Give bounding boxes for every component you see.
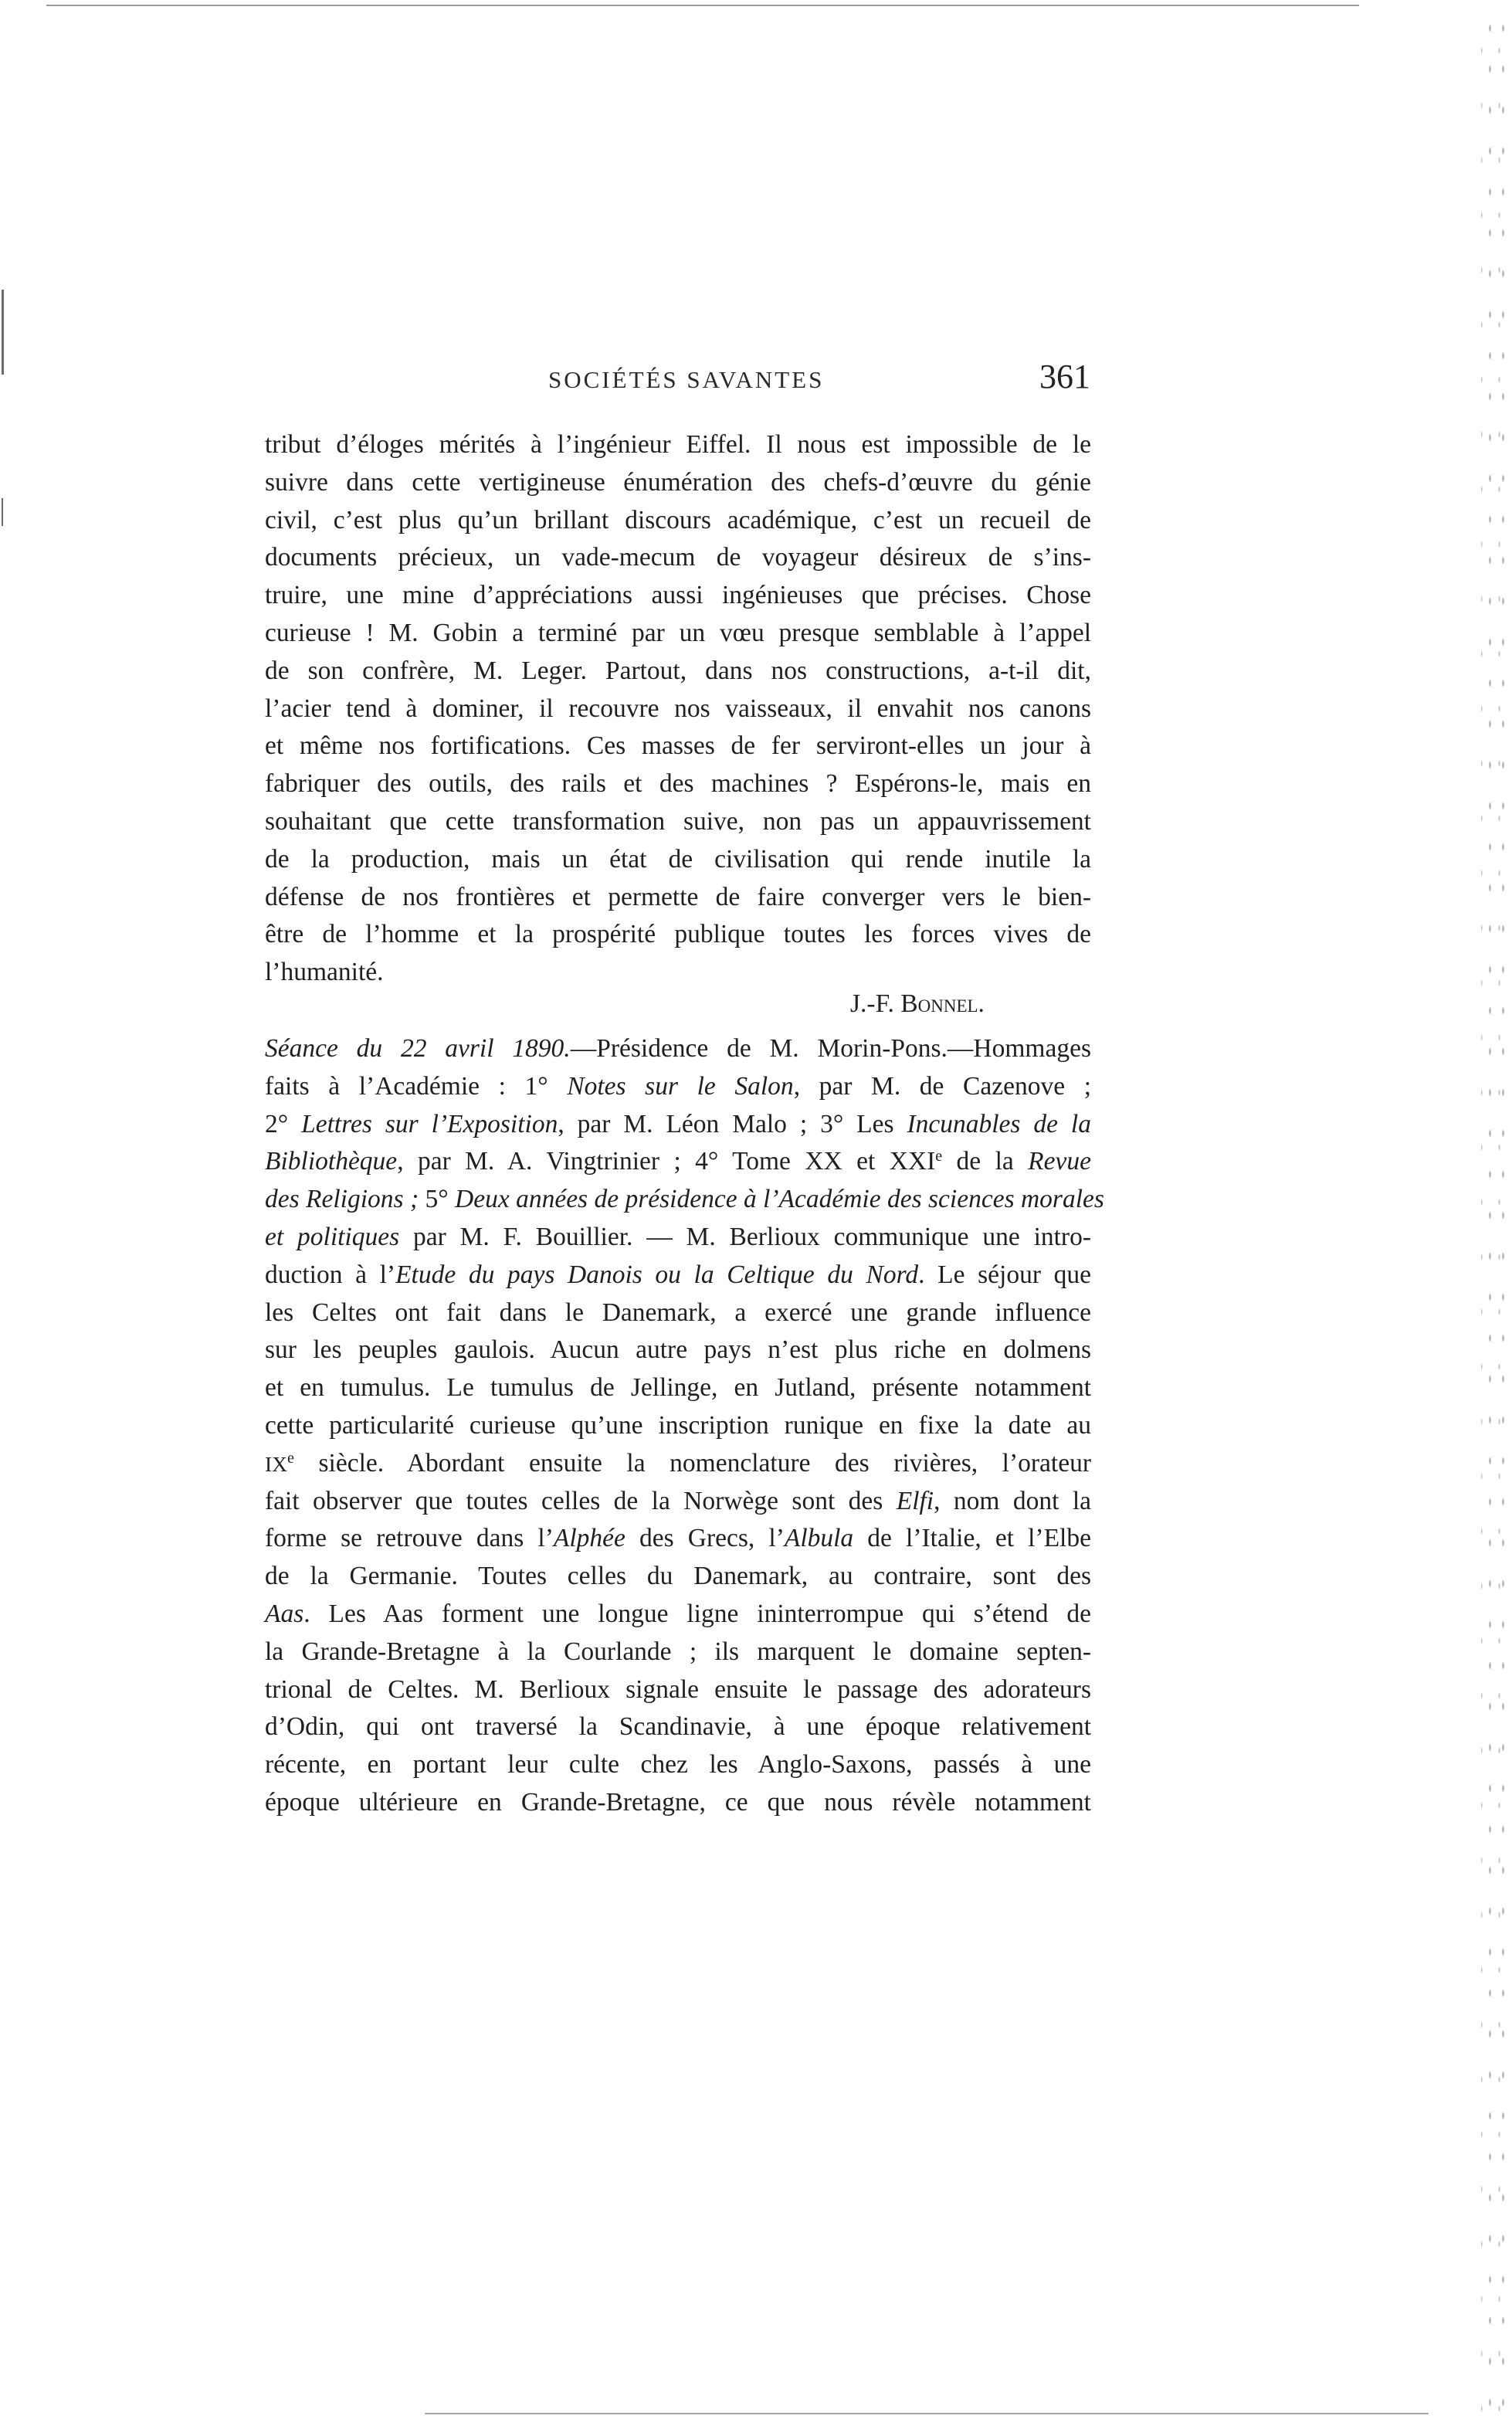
work-title: Incunables de la <box>907 1109 1091 1138</box>
text-line <box>265 1106 1091 1144</box>
text-line <box>265 1143 1091 1181</box>
text-line: trional de Celtes. M. Berlioux signale ensuite le passage des adorateurs <box>265 1674 1091 1704</box>
text-line: être de l’homme et la prospérité publique toutes les forces vives de <box>265 920 1091 949</box>
text-line <box>265 1596 1091 1634</box>
text-line: tribut d’éloges mérités à l’ingénieur Eiffel. Il nous est impossible de le <box>265 430 1091 459</box>
work-title: Deux années de présidence à l’Académie des sciences morales <box>455 1185 1104 1214</box>
text-line: truire, une mine d’appréciations aussi ingénieuses que précises. Chose <box>265 581 1091 610</box>
text-line: civil, c’est plus qu’un brillant discours académique, c’est un recueil de <box>265 505 1091 534</box>
seance-paragraph <box>265 1030 1104 1822</box>
author-signature <box>850 989 985 1019</box>
text-run: faits à l’Académie : 1° <box>265 1071 568 1101</box>
text-line: fabriquer des outils, des rails et des machines ? Espérons-le, mais en <box>265 769 1091 799</box>
text-line: et en tumulus. Le tumulus de Jellinge, en Jutland, présente notamment <box>265 1373 1091 1403</box>
text-line: documents précieux, un vade-mecum de voyageur désireux de s’ins- <box>265 543 1091 572</box>
text-line: curieuse ! M. Gobin a terminé par un vœu presque semblable à l’appel <box>265 618 1091 647</box>
text-line <box>265 1520 1091 1558</box>
text-run: , par M. Léon Malo ; 3° Les <box>558 1109 907 1138</box>
text-line: époque ultérieure en Grande-Bretagne, ce que nous révèle notamment <box>265 1787 1091 1817</box>
scan-left-mark <box>2 290 4 375</box>
text-line: l’acier tend à dominer, il recouvre nos vaisseaux, il envahit nos canons <box>265 694 1091 723</box>
river-name: Albula <box>784 1524 854 1553</box>
text-run: de la <box>942 1147 1029 1176</box>
text-run: . Les Aas forment une longue ligne ininterrompue qui s’étend de <box>303 1599 1091 1628</box>
text-run: , par M. de Cazenove ; <box>793 1071 1091 1101</box>
text-run: , nom dont la <box>934 1486 1091 1515</box>
text-line <box>265 1219 1091 1257</box>
superscript: e <box>286 1449 294 1467</box>
text-run: de l’Italie, et l’Elbe <box>853 1524 1091 1553</box>
text-line: les Celtes ont fait dans le Danemark, a exercé une grande influence <box>265 1298 1091 1327</box>
text-line <box>265 1068 1091 1106</box>
signature-initials: J.-F. <box>850 989 901 1018</box>
text-line: souhaitant que cette transformation suive, non pas un appauvrissement <box>265 806 1091 836</box>
text-line: sur les peuples gaulois. Aucun autre pays n’est plus riche en dolmens <box>265 1335 1091 1365</box>
text-run: IX <box>265 1452 287 1476</box>
text-run: duction à l’ <box>265 1260 396 1289</box>
scan-left-mark <box>2 498 3 526</box>
river-name: Elfi <box>896 1486 934 1515</box>
superscript: e <box>935 1148 943 1165</box>
text-run: —Présidence de M. Morin-Pons.—Hommages <box>570 1034 1091 1063</box>
text-run: , par M. A. Vingtrinier ; 4° Tome XX et XXI <box>397 1147 936 1176</box>
scan-top-edge <box>46 5 1359 6</box>
text-run: par M. F. Bouillier. — M. Berlioux communique une intro- <box>399 1222 1091 1251</box>
paragraph-continuation <box>265 426 1091 992</box>
text-line: de la Germanie. Toutes celles du Danemark, au contraire, sont des <box>265 1562 1091 1591</box>
work-title: Bibliothèque <box>265 1147 398 1176</box>
work-title: Notes sur le Salon <box>567 1071 794 1101</box>
text-line: suivre dans cette vertigineuse énumération des chefs-d’œuvre du génie <box>265 467 1091 497</box>
work-title: et politiques <box>265 1222 400 1251</box>
text-line: cette particularité curieuse qu’une inscription runique en fixe la date au <box>265 1410 1091 1440</box>
text-run: 2° <box>265 1109 302 1138</box>
page-number: 361 <box>1039 358 1090 395</box>
running-title: SOCIÉTÉS SAVANTES <box>548 366 825 393</box>
text-line <box>265 1483 1091 1521</box>
text-line: l’humanité. <box>265 958 384 987</box>
text-line: d’Odin, qui ont traversé la Scandinavie, à une époque relativement <box>265 1712 1091 1742</box>
text-line: défense de nos frontières et permette de faire converger vers le bien- <box>265 882 1091 911</box>
river-name: Aas <box>265 1599 304 1628</box>
signature-name: Bonnel. <box>900 989 985 1018</box>
text-run: des Grecs, l’ <box>625 1524 785 1553</box>
text-line: la Grande-Bretagne à la Courlande ; ils marquent le domaine septen- <box>265 1637 1091 1666</box>
work-title: Lettres sur l’Exposition <box>301 1109 558 1138</box>
text-run: 5° <box>425 1185 456 1214</box>
work-title: Revue <box>1028 1147 1091 1176</box>
text-line: récente, en portant leur culte chez les Anglo-Saxons, passés à une <box>265 1750 1091 1779</box>
text-line <box>265 1181 1104 1219</box>
river-name: Alphée <box>553 1524 625 1553</box>
text-line <box>265 1257 1091 1294</box>
text-run: fait observer que toutes celles de la Norwège sont des <box>265 1486 897 1515</box>
text-line: de la production, mais un état de civilisation qui rende inutile la <box>265 844 1091 874</box>
scan-right-edge-noise <box>1481 0 1512 2419</box>
text-run: forme se retrouve dans l’ <box>265 1524 554 1553</box>
scan-bottom-edge <box>425 2413 1429 2414</box>
text-line <box>265 1445 1091 1483</box>
work-title: Etude du pays Danois ou la Celtique du Nord <box>395 1260 919 1289</box>
text-line: de son confrère, M. Leger. Partout, dans nos constructions, a-t-il dit, <box>265 656 1091 685</box>
text-line: et même nos fortifications. Ces masses de fer serviront-elles un jour à <box>265 731 1091 761</box>
seance-date: Séance du 22 avril 1890. <box>265 1034 571 1063</box>
text-run: siècle. Abordant ensuite la nomenclature des rivières, l’orateur <box>293 1448 1091 1478</box>
text-run: . Le séjour que <box>918 1260 1091 1289</box>
work-title: des Religions ; <box>265 1185 425 1214</box>
text-line <box>265 1030 1091 1068</box>
